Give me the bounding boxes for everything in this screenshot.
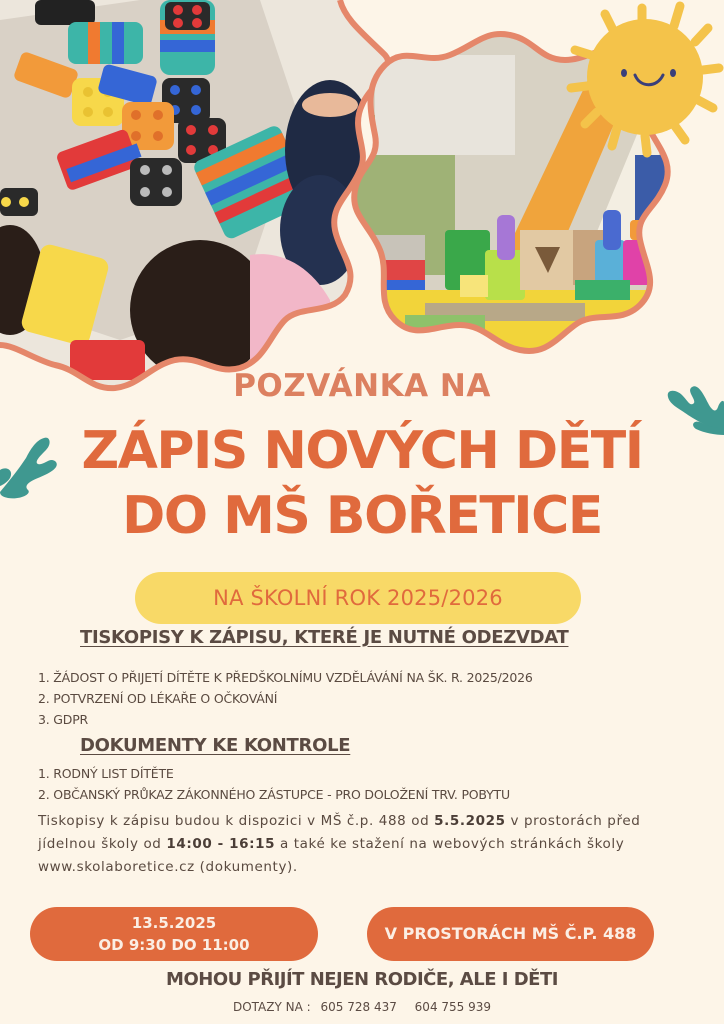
photo-children-playing: [0, 0, 395, 395]
availability-date: 5.5.2025: [434, 813, 506, 829]
list-item: 2. POTVRZENÍ OD LÉKAŘE O OČKOVÁNÍ: [38, 691, 278, 706]
event-place-badge: [367, 907, 654, 961]
info-text: a také ke stažení na webových stránkách školy www.skolaboretice.cz (dokumenty).: [38, 836, 625, 875]
documents-section-heading: DOKUMENTY KE KONTROLE: [80, 735, 351, 756]
poster-title-line1: ZÁPIS NOVÝCH DĚTÍ: [81, 421, 643, 481]
poster-title-line2: DO MŠ BOŘETICE: [122, 486, 602, 546]
school-year-label: NA ŠKOLNÍ ROK 2025/2026: [213, 586, 503, 610]
invitation-subtitle: POZVÁNKA NA: [233, 368, 491, 404]
event-time: OD 9:30 DO 11:00: [98, 936, 250, 954]
availability-info-paragraph: [38, 810, 678, 879]
contact-line: [0, 1000, 724, 1014]
list-item: 1. ŽÁDOST O PŘIJETÍ DÍTĚTE K PŘEDŠKOLNÍMU VZDĚLÁVÁNÍ NA ŠK. R. 2025/2026: [38, 670, 533, 685]
info-text: v prostorách před jídelnou školy od: [38, 813, 641, 852]
documents-list: [38, 763, 510, 805]
school-year-badge: [135, 572, 581, 624]
phone-number-2[interactable]: 604 755 939: [414, 1000, 492, 1014]
list-item: 3. GDPR: [38, 712, 89, 727]
sun-illustration-icon: [565, 0, 724, 160]
parents-children-note: MOHOU PŘIJÍT NEJEN RODIČE, ALE I DĚTI: [166, 969, 558, 990]
event-place: V PROSTORÁCH MŠ Č.P. 488: [384, 924, 637, 943]
list-item: 2. OBČANSKÝ PRŮKAZ ZÁKONNÉHO ZÁSTUPCE - PRO DOLOŽENÍ TRV. POBYTU: [38, 787, 510, 802]
phone-number-1[interactable]: 605 728 437: [320, 1000, 397, 1014]
event-date-badge: [30, 907, 318, 961]
list-item: 1. RODNÝ LIST DÍTĚTE: [38, 766, 174, 781]
availability-time: 14:00 - 16:15: [166, 836, 276, 852]
contact-label: DOTAZY NA :: [232, 1000, 311, 1014]
forms-section-heading: TISKOPISY K ZÁPISU, KTERÉ JE NUTNÉ ODEZVDAT: [80, 627, 569, 648]
forms-list: [38, 667, 533, 730]
event-date: 13.5.2025: [131, 914, 217, 932]
info-text: Tiskopisy k zápisu budou k dispozici v MŠ č.p. 488 od: [38, 813, 435, 829]
